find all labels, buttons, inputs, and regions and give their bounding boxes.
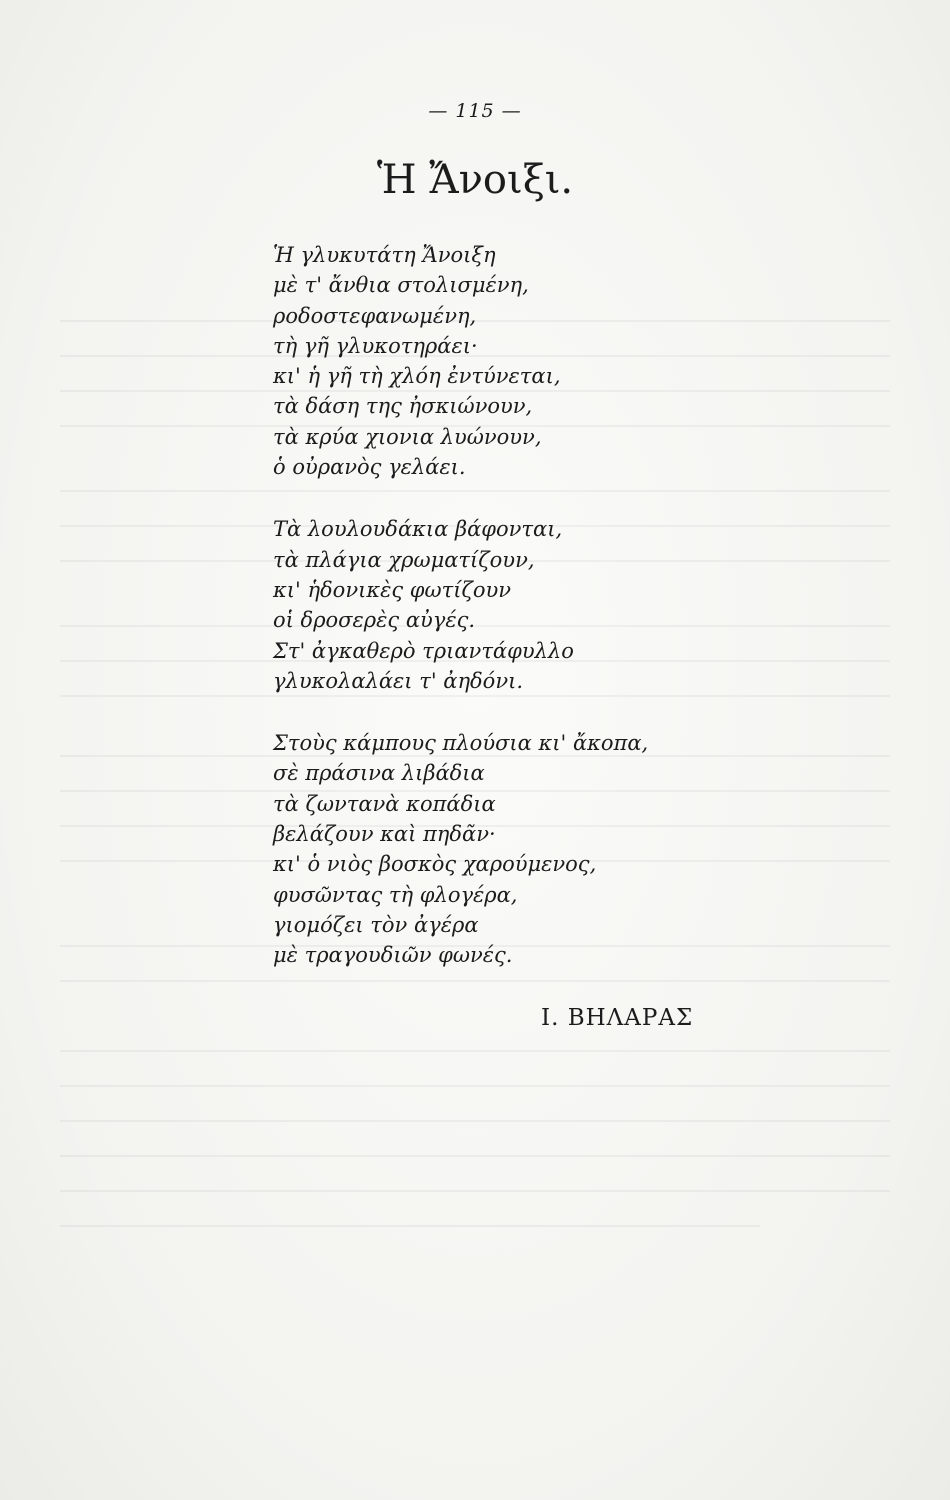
poem-title: Ἡ Ἄνοιξι.	[376, 157, 574, 203]
poem-line: Τὰ λουλουδάκια βάφονται,	[273, 517, 563, 542]
poem-line: ὁ οὐρανὸς γελάει.	[273, 455, 466, 480]
poem-line: κι' ἡ γῆ τὴ χλόη ἐντύνεται,	[273, 364, 561, 389]
poem-line: Στ' ἀγκαθερὸ τριαντάφυλλο	[273, 638, 574, 663]
poem-line: μὲ τραγουδιῶν φωνές.	[273, 943, 513, 968]
poem-line: οἱ δροσερὲς αὐγές.	[273, 608, 476, 633]
poem-line: τὰ κρύα χιονια λυώνουν,	[273, 424, 542, 449]
stanza-2	[273, 514, 733, 696]
poem-line: ροδοστεφανωμένη,	[273, 303, 477, 328]
poem-line: Στοὺς κάμπους πλούσια κι' ἄκοπα,	[273, 731, 649, 756]
poem-line: τὰ πλάγια χρωματίζουν,	[273, 547, 535, 572]
poem-line: τὴ γῆ γλυκοτηράει·	[273, 333, 478, 358]
poem-line: γιομόζει τὸν ἀγέρα	[273, 912, 479, 937]
poem-line: τὰ δάση της ἠσκιώνουν,	[273, 394, 533, 419]
poem-line: Ἡ γλυκυτάτη Ἄνοιξη	[273, 243, 496, 267]
page-number: — 115 —	[428, 100, 522, 122]
stanza-3	[273, 728, 733, 970]
author-signature: Ι. ΒΗΛΑΡΑΣ	[541, 1005, 694, 1031]
stanza-1	[273, 240, 733, 482]
poem-line: γλυκολαλάει τ' ἀηδόνι.	[273, 668, 523, 693]
poem-line: κι' ἡδονικὲς φωτίζουν	[273, 577, 512, 602]
poem-line: κι' ὁ νιὸς βοσκὸς χαρούμενος,	[273, 852, 597, 877]
poem-line: φυσῶντας τὴ φλογέρα,	[273, 882, 518, 907]
poem-line: τὰ ζωντανὰ κοπάδια	[273, 791, 496, 816]
poem-line: μὲ τ' ἄνθια στολισμένη,	[273, 273, 529, 298]
poem-body	[273, 240, 733, 1003]
poem-line: σὲ πράσινα λιβάδια	[273, 761, 485, 786]
poem-line: βελάζουν καὶ πηδᾶν·	[273, 822, 496, 847]
